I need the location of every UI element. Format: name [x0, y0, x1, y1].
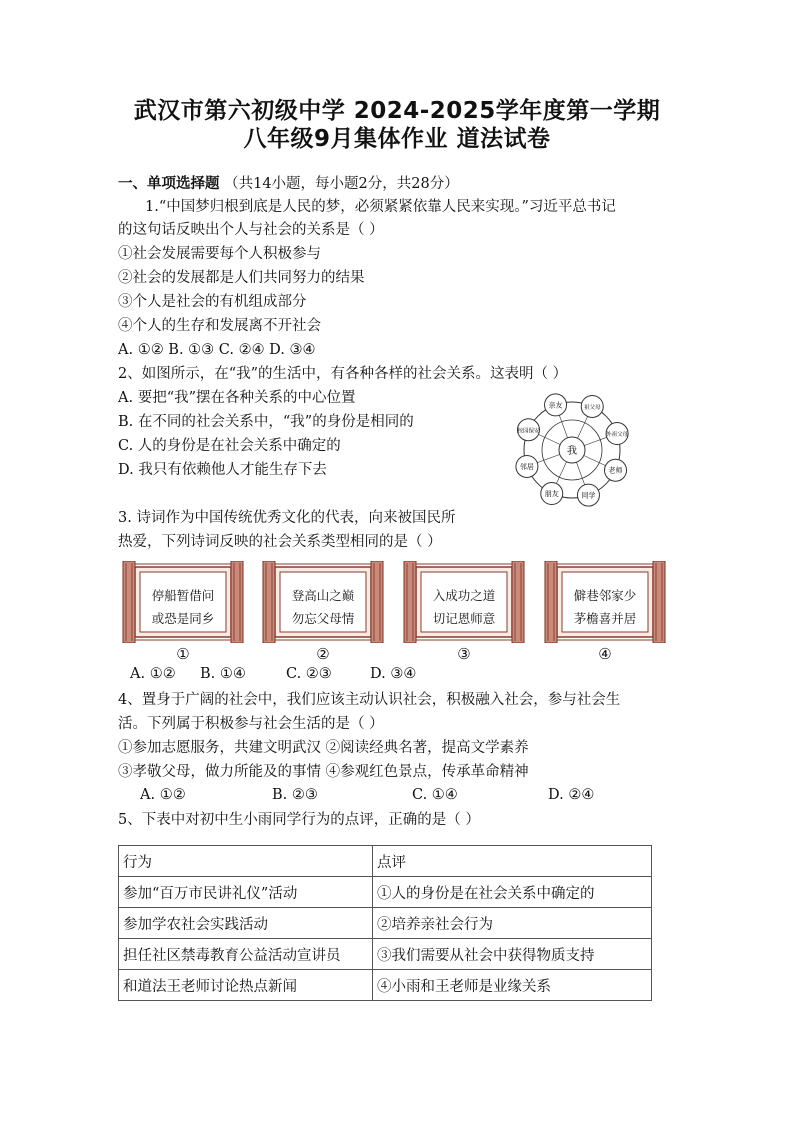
q2-option-a: A. 要把“我”摆在各种关系的中心位置 [118, 390, 356, 406]
table-row [119, 970, 652, 1001]
scroll-text-line1: 入成功之道 [432, 588, 496, 603]
q2-option-c: C. 人的身份是在社会关系中确定的 [118, 438, 341, 454]
table-cell-behavior: 参加“百万市民讲礼仪”活动 [119, 877, 373, 908]
relationship-diagram [502, 388, 652, 513]
q4-stem-line2: 活。下列属于积极参与社会生活的是（ ） [118, 716, 384, 732]
table-cell-behavior: 担任社区禁毒教育公益活动宣讲员 [119, 939, 373, 970]
table-cell-behavior: 和道法王老师讨论热点新闻 [119, 970, 373, 1001]
q3-option-a: A. ①② [130, 666, 176, 682]
q5-table [118, 845, 652, 1001]
q4-items-line1: ①参加志愿服务，共建文明武汉 ②阅读经典名著，提高文学素养 [118, 740, 529, 756]
scroll-text-line1: 登高山之巅 [291, 588, 355, 603]
q3-option-c: C. ②③ [286, 666, 332, 682]
diagram-center-label: 我 [567, 446, 577, 457]
scroll-text-line2: 勿忘父母情 [291, 611, 355, 626]
page-title-line1: 武汉市第六初级中学 2024-2025学年度第一学期 [133, 98, 661, 124]
q1-item-3: ③个人是社会的有机组成部分 [118, 294, 307, 310]
table-row [119, 939, 652, 970]
q2-stem: 2、如图所示，在“我”的生活中，有各种各样的社会关系。这表明（ ） [118, 366, 568, 382]
scroll-number: ① [176, 645, 190, 663]
table-header-comment: 点评 [373, 846, 652, 877]
diagram-node-label: 外祖父母 [606, 432, 629, 439]
section-heading-label: 一、单项选择题 [118, 176, 220, 192]
page-title-line2: 八年级9月集体作业 道法试卷 [243, 126, 551, 152]
table-cell-comment: ④小雨和王老师是业缘关系 [373, 970, 652, 1001]
scroll-number: ② [316, 645, 330, 663]
scroll-text-line2: 或恐是同乡 [151, 611, 215, 626]
table-cell-behavior: 参加学农社会实践活动 [119, 908, 373, 939]
q5-stem: 5、下表中对初中生小雨同学行为的点评，正确的是（ ） [118, 812, 480, 828]
scroll-text-line2: 切记恩师意 [432, 611, 496, 626]
scroll-number: ③ [457, 645, 471, 663]
poem-scroll [543, 561, 667, 643]
diagram-node-label: 老师 [608, 466, 623, 475]
scroll-text-line2: 茅檐喜并居 [573, 611, 637, 626]
scroll-text-line1: 僻巷邻家少 [573, 588, 637, 603]
table-row [119, 877, 652, 908]
table-cell-comment: ①人的身份是在社会关系中确定的 [373, 877, 652, 908]
section-heading-note: （共14小题，每小题2分，共28分） [224, 176, 459, 192]
q4-option-a: A. ①② [140, 787, 186, 803]
q4-option-d: D. ②④ [548, 787, 595, 803]
table-cell-comment: ③我们需要从社会中获得物质支持 [373, 939, 652, 970]
table-header-row [119, 846, 652, 877]
table-cell-comment: ②培养亲社会行为 [373, 908, 652, 939]
poem-scroll [261, 561, 385, 643]
diagram-node-label: 邻居 [519, 462, 534, 471]
poem-scroll [121, 561, 245, 643]
q1-item-1: ①社会发展需要每个人积极参与 [118, 246, 321, 262]
q3-stem-line2: 热爱，下列诗词反映的社会关系类型相同的是（ ） [118, 534, 442, 550]
scroll-number: ④ [598, 645, 612, 663]
q1-item-4: ④个人的生存和发展离不开社会 [118, 318, 321, 334]
q1-stem-line2: 的这句话反映出个人与社会的关系是（ ） [118, 222, 384, 238]
q4-option-b: B. ②③ [272, 787, 318, 803]
diagram-node-label: 校园保安 [517, 428, 540, 435]
q1-item-2: ②社会的发展都是人们共同努力的结果 [118, 270, 365, 286]
diagram-node-label: 亲友 [548, 401, 563, 410]
section-heading [118, 174, 459, 194]
q4-option-c: C. ①④ [412, 787, 458, 803]
diagram-node-label: 朋友 [544, 490, 559, 499]
q2-option-b: B. 在不同的社会关系中，“我”的身份是相同的 [118, 414, 414, 430]
q4-items-line2: ③孝敬父母，做力所能及的事情 ④参观红色景点，传承革命精神 [118, 764, 529, 780]
scroll-text-line1: 停船暂借问 [151, 588, 215, 603]
q2-option-d: D. 我只有依赖他人才能生存下去 [118, 462, 327, 478]
diagram-node-label: 祖父母 [583, 404, 601, 411]
q3-option-b: B. ①④ [200, 666, 246, 682]
diagram-node-label: 同学 [581, 491, 596, 500]
q1-stem-line1: 1.“中国梦归根到底是人民的梦，必须紧紧依靠人民来实现。”习近平总书记 [145, 199, 616, 215]
q1-options: A. ①② B. ①③ C. ②④ D. ③④ [118, 342, 316, 358]
poem-scroll [402, 561, 526, 643]
table-row [119, 908, 652, 939]
q3-stem-line1: 3. 诗词作为中国传统优秀文化的代表，向来被国民所 [118, 510, 456, 526]
q4-stem-line1: 4、置身于广阔的社会中，我们应该主动认识社会，积极融入社会，参与社会生 [118, 692, 621, 708]
q3-option-d: D. ③④ [370, 666, 417, 682]
table-header-behavior: 行为 [119, 846, 373, 877]
